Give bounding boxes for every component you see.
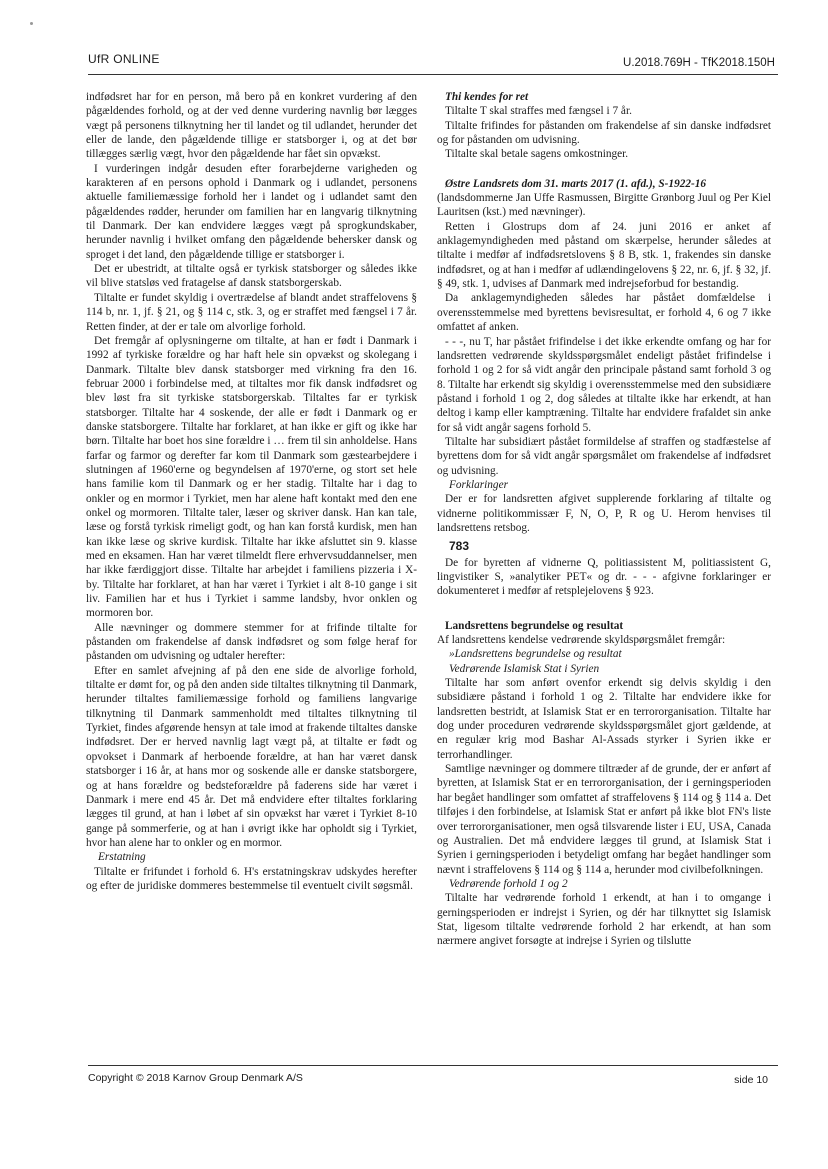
paragraph: Retten i Glostrups dom af 24. juni 2016 er anket af anklagemyndigheden med påstand om skærpelse, herunder således at tiltalte i medfør af indfødsretslovens § 8 B, stk. 1, frakendes sin danske indfødsret, og at han i medfør af udlændingelovens § 22, nr. 6, jf. § 32, jf. § 49, stk. 1, udvises af Danmark med indrejseforbud for bestandig. [437, 220, 771, 291]
judges-line: (landsdommerne Jan Uffe Rasmussen, Birgitte Grønborg Juul og Per Kiel Lauritsen (kst.) med nævninger). [437, 192, 771, 219]
paragraph: Det er ubestridt, at tiltalte også er tyrkisk statsborger og således ikke vil blive statsløs ved fratagelse af dansk statsborgerskab. [86, 263, 417, 290]
paragraph: I vurderingen indgår desuden efter forarbejderne varigheden og karakteren af en persons ophold i Danmark og i udlandet, personens aktuelle familiemæssige forhold her i landet og i udlandet samt den pågældendes rødder, herunder om familien har en langvarig tilknytning til Danmark. Der kan endvidere lægges vægt på sprogkundskaber, herunder navnlig i hvilket omfang den pågældende behersker dansk og sproget i det land, den pågældende tillige er statsborger i. [86, 162, 417, 261]
paragraph: Tiltalte er frifundet i forhold 6. H's erstatningskrav udskydes herefter og efter de juridiske dommeres bestemmelse til eventuelt civilt søgsmål. [86, 865, 417, 892]
paragraph: - - -, nu T, har påstået frifindelse i det ikke erkendte omfang og har for landsretten vedrørende skyldsspørgsmålet endeligt påstået frifindelse i forhold 1 og 2 for så vidt angår den principale påstand samt forhold 3 og 8. Tiltalte har erkendt sig skyldig i overensstemmelse med den subsidiære påstand i forhold 1 og 2, dog således at tiltalte ikke har erkendt, at han deltog i kamp eller kamptræning. Tiltalte har endvidere frafaldet sin anke for så vidt angår sagens forhold 5. [437, 335, 771, 434]
verdict-heading: Thi kendes for ret [445, 91, 529, 103]
paragraph: Af landsrettens kendelse vedrørende skyldspørgsmålet fremgår: [437, 634, 726, 647]
page-marker: 783 [449, 539, 470, 554]
quote-heading: »Landsrettens begrundelse og resultat [449, 648, 622, 661]
brand-label: UfR ONLINE [88, 52, 160, 66]
scan-speck [30, 22, 33, 25]
left-column [86, 90, 417, 893]
paragraph: Tiltalte er fundet skyldig i overtrædelse af blandt andet straffelovens § 114 b, nr. 1, jf. § 21, og § 114 c, stk. 3, og er straffet med fængsel i 7 år. Retten finder, at der er tale om alvorlige forhold. [86, 291, 417, 333]
paragraph: Efter en samlet afvejning af på den ene side de alvorlige forhold, tiltalte er dømt for, og på den anden side tiltaltes tilknytning til Danmark, herunder tiltaltes familiemæssige forhold og familiens langvarige tilknytning til Danmark sammenholdt med tiltaltes tilknytning til Tyrkiet, findes afgørende hensyn at tale imod at frakende tiltaltes danske indfødsret. Der er herved navnlig lagt vægt på, at tiltalte er født og opvokset i Danmark af herboende forældre, at han har været dansk statsborger i 16 år, at hans mor og soskende alle er danske statsborgere, og at hans forældre og bedsteforældre på faderens side har været i Danmark i mere end 45 år. Det må endvidere efter tiltaltes forklaring lægges til grund, at han i løbet af sin opvækst har været i Tyrkiet 8-10 gange på sommerferie, og at han i øvrigt ikke har opholdt sig i Tyrkiet, hvor han alene har to onkler og en mormor. [86, 664, 417, 849]
document-reference: U.2018.769H - TfK2018.150H [623, 57, 775, 69]
paragraph: Tiltalte har vedrørende forhold 1 erkendt, at han i to omgange i gerningsperioden er indrejst i Syrien, og dér har tilknyttet sig Islamisk Stat, ligesom tiltalte vedrørende forhold 2 har erkendt, at han som nærmere angivet forsøgte at indrejse i Syrien og tilslutte [437, 892, 771, 948]
section-heading-erstatning: Erstatning [98, 851, 146, 864]
paragraph: Da anklagemyndigheden således har påstået domfældelse i overensstemmelse med byrettens bevisresultat, er forhold 4, 6 og 7 ikke omfattet af anken. [437, 292, 771, 334]
paragraph: indfødsret har for en person, må bero på en konkret vurdering af den pågældendes forhold, og at der ved denne vurdering navnlig bør lægges vægt på personens tilknytning her til landet og til udlandet, herunder det eller de lande, den pågældende tillige er statsborger i, og at det bør tillægges særlig vægt, hvor den pågældende har fået sin opvækst. [86, 91, 417, 161]
paragraph: De for byretten af vidnerne Q, politiassistent M, politiassistent G, lingvistiker S, »analytiker PET« og dr. - - - afgivne forklaringer er dokumenteret i medfør af retsplejelovens § 923. [437, 556, 771, 598]
court-heading: Østre Landsrets dom 31. marts 2017 (1. afd.), S-1922-16 [445, 177, 707, 190]
verdict-line: Tiltalte skal betale sagens omkostninger. [445, 148, 629, 161]
verdict-line: Tiltalte T skal straffes med fængsel i 7 år. [445, 105, 632, 118]
right-column [437, 90, 771, 949]
paragraph: Samtlige nævninger og dommere tiltræder af de grunde, der er anført af byretten, at Islamisk Stat er en terrororganisation, der i gerningsperioden har begået handlinger som omfattet af straffelovens § 114 og § 114 a. Det tilføjes i den forbindelse, at Islamisk Stat er anført på ikke blot FN's liste over terrororganisationer, men også tilsvarende lister i EU, USA, Canada og Australien. Det må endvidere lægges til grund, at Islamisk Stat i Syrien i gerningsperioden i betydeligt omfang har begået handlinger som nævnt i straffelovens § 114 og § 114 a, herunder mod civilbefolkningen. [437, 763, 771, 876]
paragraph: Tiltalte har subsidiært påstået formildelse af straffen og stadfæstelse af byrettens dom for så vidt angår spørgsmålet om frakendelse af indfødsret og udvisning. [437, 435, 771, 477]
footer-divider [88, 1065, 778, 1066]
subheading-islamisk-stat: Vedrørende Islamisk Stat i Syrien [449, 662, 600, 675]
paragraph: Det fremgår af oplysningerne om tiltalte, at han er født i Danmark i 1992 af tyrkiske forældre og har haft hele sin opvækst og skolegang i Danmark. Tiltalte blev dansk statsborger med virkning fra den 16. februar 2000 i forbindelse med, at tiltaltes mor fik dansk indfødsret og blev løst fra sit tyrkiske statsborgerskab. Tiltaltes far er tyrkisk statsborger. Tiltalte har 4 soskende, der alle er født i Danmark og er danske statsborgere. Tiltalte har forklaret, at han ikke er gift og ikke har børn. Tiltalte har boet hos sine forældre i … frem til sin anholdelse. Hans farfar og farmor og derefter far kom til Danmark som gæstearbejdere i slutningen af 1960'erne og begyndelsen af 1970'erne, og stort set hele hans familie kom til Danmark og er her stadig. Tiltalte har i dag to onkler og en mormor i Tyrkiet, men har alene haft kontakt med den ene onkel og mormoren. Tiltalte taler, læser og skriver dansk. Han kan tale, læse og forstå tyrkisk rimeligt godt, og han kan forstå kurdisk, men han kan ikke læse og skrive kurdisk. Tiltalte har ikke afsluttet sin 9. klasse med en eksamen. Han har været tilmeldt flere erhvervsuddannelser, men har ikke færdiggjort disse. Tiltalte har arbejdet i familiens pizzeria i X-by. Tiltalte har forklaret, at han har været i Tyrkiet i alt 8-10 gange i sit liv. Familien har et hus i Tyrkiet i samme landsby, hvor onklen og mormoren bor. [86, 334, 418, 620]
copyright-notice: Copyright © 2018 Karnov Group Denmark A/S [88, 1072, 303, 1084]
paragraph: Tiltalte har som anført ovenfor erkendt sig delvis skyldig i den subsidiære påstand i forhold 1 og 2. Tiltalte har endvidere ikke for landsretten bestridt, at Islamisk Stat er en terrororganisation. Tiltalte har dog under proceduren vedrørende skyldsspørgsmålet gjort gældende, at en regulær krig mod Bashar Al-Assads styrker i Syrien ikke er terrorhandlinger. [437, 677, 771, 761]
header-divider [88, 74, 778, 75]
subheading-forhold: Vedrørende forhold 1 og 2 [449, 877, 568, 890]
verdict-line: Tiltalte frifindes for påstanden om frakendelse af sin danske indfødsret og for påstanden om udvisning. [437, 119, 771, 147]
section-heading-begrundelse: Landsrettens begrundelse og resultat [445, 619, 624, 632]
page-number: side 10 [734, 1074, 768, 1086]
section-heading-forklaringer: Forklaringer [449, 478, 508, 491]
paragraph: Alle nævninger og dommere stemmer for at frifinde tiltalte for påstanden om frakendelse af dansk indfødsret og som følge heraf for påstanden om udvisning og udtaler herefter: [86, 621, 417, 663]
paragraph: Der er for landsretten afgivet supplerende forklaring af tiltalte og vidnerne politikommissær F, N, O, P, R og U. Herom henvises til landsrettens retsbog. [437, 493, 771, 534]
